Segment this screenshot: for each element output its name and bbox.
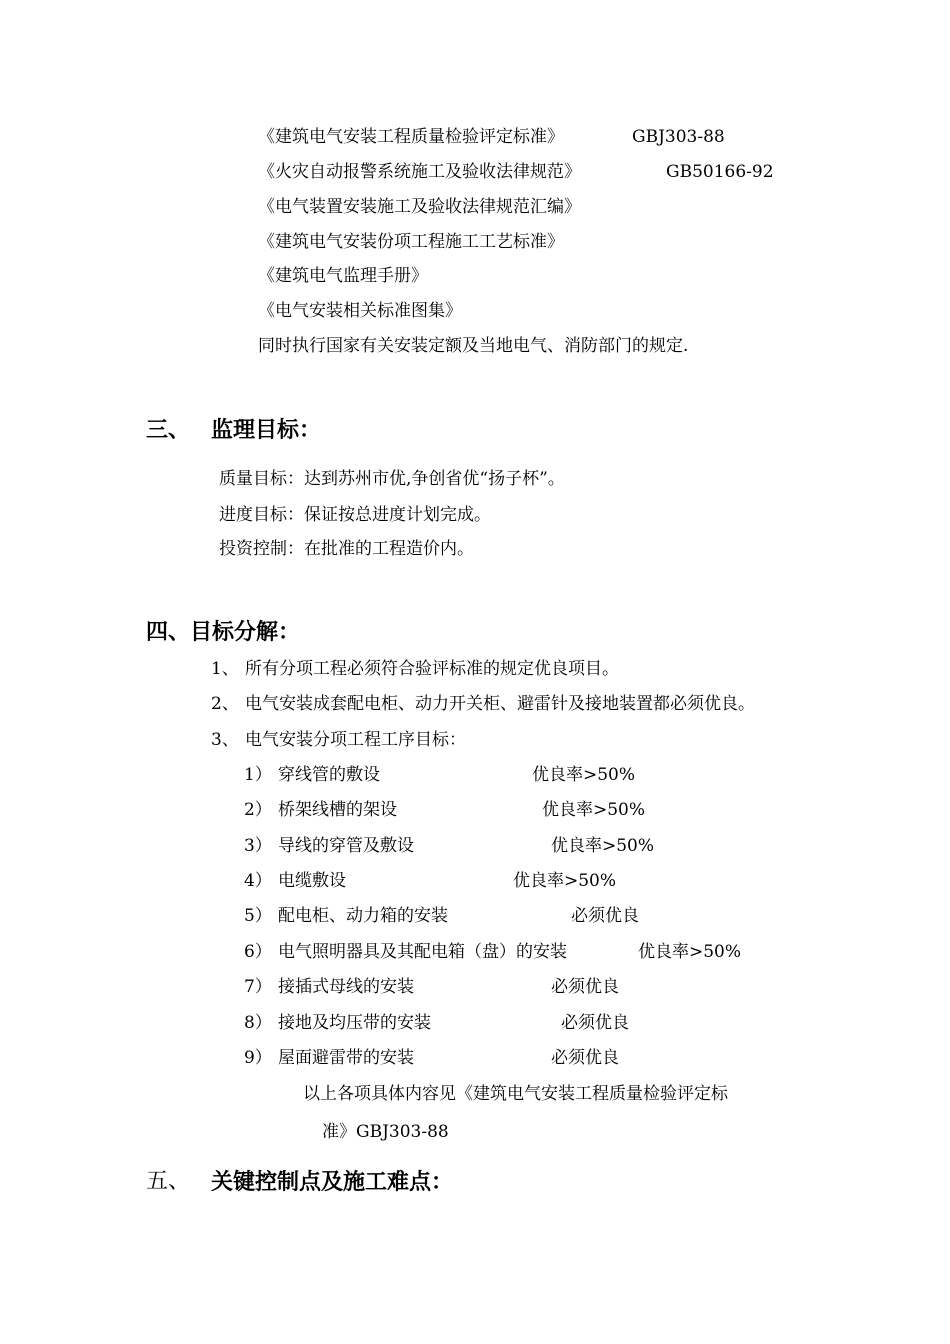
subitem-text-4: 电缆敷设 [278, 871, 346, 891]
reference-note-line2: 准》GBJ303-88 [322, 1122, 449, 1142]
subitem-number-6: 6） [244, 942, 272, 962]
standard-code-1: GBJ303-88 [632, 127, 725, 147]
subitem-target-6: 优良率>50% [638, 942, 742, 962]
standard-title-3: 《电气装置安装施工及验收法律规范汇编》 [258, 197, 581, 217]
subitem-text-5: 配电柜、动力箱的安装 [278, 906, 448, 926]
subitem-text-2: 桥架线槽的架设 [278, 800, 397, 820]
reference-note-line1: 以上各项具体内容见《建筑电气安装工程质量检验评定标 [303, 1084, 728, 1104]
section5-title: 关键控制点及施工难点： [211, 1169, 454, 1195]
subitem-target-4: 优良率>50% [513, 871, 617, 891]
goal-schedule: 进度目标：保证按总进度计划完成。 [219, 505, 491, 525]
subitem-number-3: 3） [244, 836, 272, 856]
section4-heading: 四、目标分解： [146, 619, 301, 645]
section3-number: 三、 [146, 417, 191, 443]
subitem-target-7: 必须优良 [551, 977, 619, 997]
section3-title: 监理目标： [211, 417, 322, 443]
subitem-target-9: 必须优良 [551, 1048, 619, 1068]
item-number-1: 1、 [211, 659, 239, 679]
subitem-number-2: 2） [244, 800, 272, 820]
standard-title-2: 《火灾自动报警系统施工及验收法律规范》 [258, 162, 581, 182]
standard-code-2: GB50166-92 [666, 162, 774, 182]
subitem-target-8: 必须优良 [561, 1013, 629, 1033]
item-text-1: 所有分项工程必须符合验评标准的规定优良项目。 [245, 659, 619, 679]
subitem-target-5: 必须优良 [571, 906, 639, 926]
subitem-target-1: 优良率>50% [532, 765, 636, 785]
item-number-3: 3、 [211, 730, 239, 750]
standard-title-6: 《电气安装相关标准图集》 [258, 301, 462, 321]
subitem-number-5: 5） [244, 906, 272, 926]
subitem-number-8: 8） [244, 1013, 272, 1033]
standard-title-4: 《建筑电气安装份项工程施工工艺标准》 [258, 232, 564, 252]
subitem-target-2: 优良率>50% [542, 800, 646, 820]
subitem-text-7: 接插式母线的安装 [278, 977, 414, 997]
standard-title-5: 《建筑电气监理手册》 [258, 266, 428, 286]
item-text-3: 电气安装分项工程工序目标： [245, 730, 466, 750]
subitem-number-4: 4） [244, 871, 272, 891]
subitem-text-9: 屋面避雷带的安装 [278, 1048, 414, 1068]
subitem-target-3: 优良率>50% [551, 836, 655, 856]
item-number-2: 2、 [211, 694, 239, 714]
subitem-text-8: 接地及均压带的安装 [278, 1013, 431, 1033]
subitem-number-1: 1） [244, 765, 272, 785]
subitem-number-7: 7） [244, 977, 272, 997]
subitem-text-3: 导线的穿管及敷设 [278, 836, 414, 856]
standards-note: 同时执行国家有关安装定额及当地电气、消防部门的规定. [258, 336, 689, 356]
goal-investment: 投资控制：在批准的工程造价内。 [219, 539, 474, 559]
section5-number: 五、 [146, 1169, 191, 1194]
standard-title-1: 《建筑电气安装工程质量检验评定标准》 [258, 127, 564, 147]
subitem-text-6: 电气照明器具及其配电箱（盘）的安装 [278, 942, 567, 962]
goal-quality: 质量目标：达到苏州市优,争创省优“扬子杯”。 [219, 469, 565, 489]
subitem-number-9: 9） [244, 1048, 272, 1068]
item-text-2: 电气安装成套配电柜、动力开关柜、避雷针及接地装置都必须优良。 [245, 694, 755, 714]
subitem-text-1: 穿线管的敷设 [278, 765, 380, 785]
